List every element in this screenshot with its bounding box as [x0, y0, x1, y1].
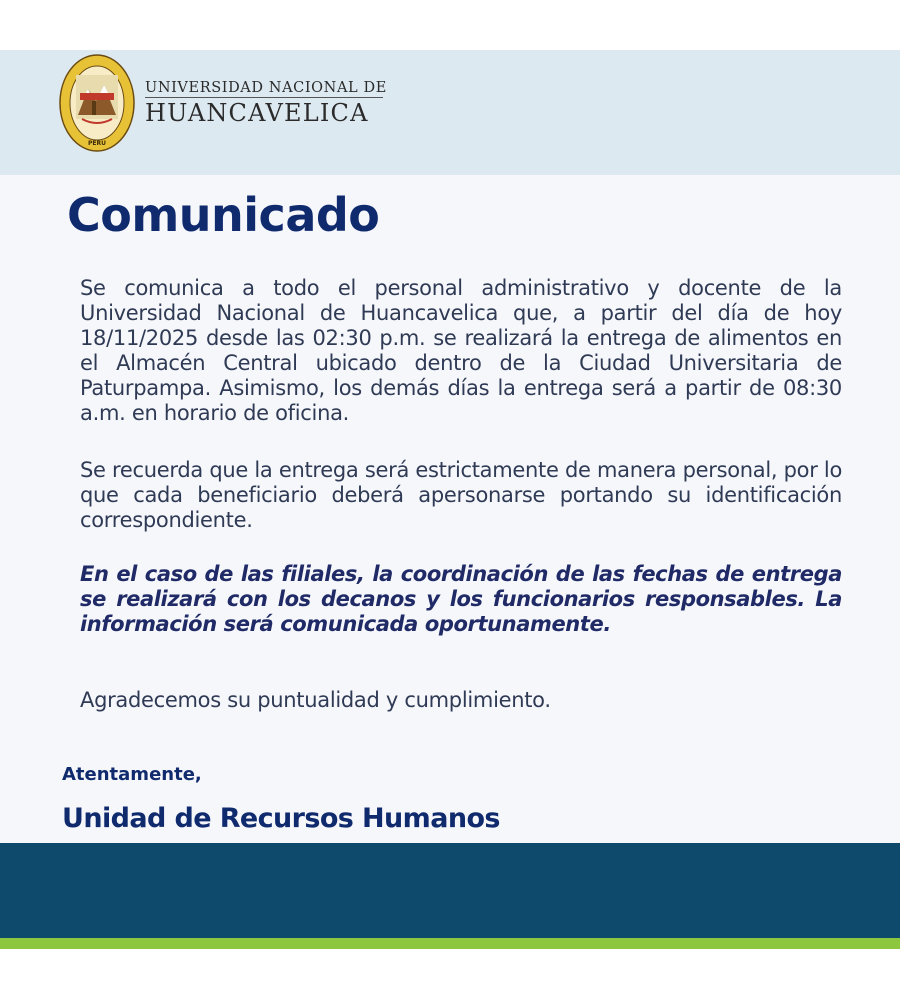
notice-paragraph-2: Se recuerda que la entrega será estrictamente de manera personal, por lo que cada beneficiario deberá apersonarse portando su identificación correspondiente.	[80, 458, 843, 532]
bottom-margin	[0, 949, 900, 1000]
university-seal-icon	[58, 53, 136, 153]
signature-department: Unidad de Recursos Humanos	[62, 803, 500, 834]
notice-paragraph-3-emphasis: En el caso de las filiales, la coordinación de las fechas de entrega se realizará con los decanos y los funcionarios responsables. La información será comunicada oportunamente.	[80, 562, 842, 636]
closing-salutation: Atentamente,	[62, 764, 202, 785]
seal-bottom-text: PERU	[88, 140, 106, 147]
institution-name-divider	[145, 97, 383, 98]
institution-name-line2: HUANCAVELICA	[145, 99, 369, 127]
institution-name-line1: UNIVERSIDAD NACIONAL DE	[145, 80, 387, 96]
notice-paragraph-4: Agradecemos su puntualidad y cumplimiento.	[80, 688, 551, 712]
top-margin	[0, 0, 900, 50]
footer-band	[0, 843, 900, 938]
notice-title: Comunicado	[67, 188, 380, 242]
footer-accent-stripe	[0, 938, 900, 949]
notice-paragraph-1: Se comunica a todo el personal administrativo y docente de la Universidad Nacional de Huancavelica que, a partir del día de hoy 18/11/2025 desde las 02:30 p.m. se realizará la entrega de alimentos en el Almacén Central ubicado dentro de la Ciudad Universitaria de Paturpampa. Asimismo, los demás días la entrega será a partir de 08:30 a.m. en horario de oficina.	[80, 276, 842, 425]
